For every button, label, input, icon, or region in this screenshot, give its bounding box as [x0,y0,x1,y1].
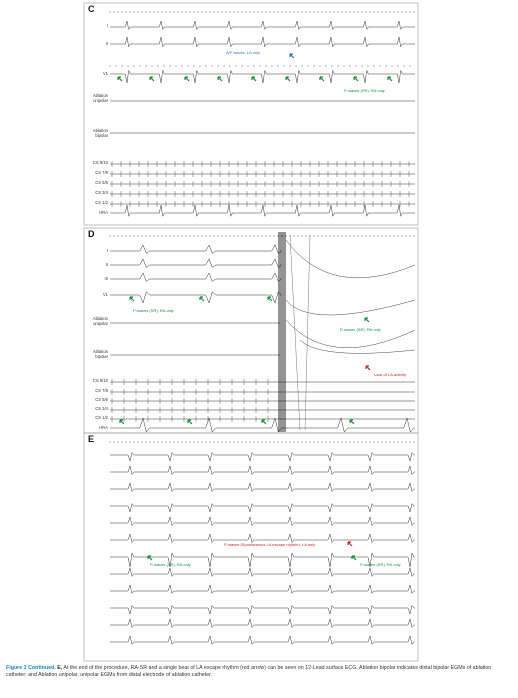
lead-label: Ablation unipolar [92,93,108,103]
arrow-icon [268,297,272,301]
ecg-trace [279,232,285,432]
arrow-icon [366,366,370,370]
arrow-icon [120,420,124,424]
lead-label: CS 7/8 [95,170,108,175]
ecg-trace [110,292,282,303]
lead-label: CS 5/6 [95,397,108,402]
annotation-p-waves-right: P-waves (SR), RA only [360,562,401,567]
ecg-trace [286,300,415,315]
annotation-p-waves-escape: P-waves (Spontaneous LA escape rhythm), LA only [224,542,316,547]
ecg-trace [110,11,414,13]
lead-label: CS 1/2 [95,415,108,420]
arrow-icon [365,318,369,322]
lead-label: II [105,262,108,267]
arrow-icon [348,542,352,546]
lead-label: HRA [99,210,108,215]
arrow-icon [148,556,152,560]
ecg-trace [110,619,415,627]
ecg-trace [110,235,414,237]
arrow-icon [286,77,290,81]
ecg-trace [110,273,282,281]
panel-e-frame [84,433,418,661]
lead-label: I [106,248,108,253]
arrow-icon [200,297,204,301]
ecg-trace [110,21,415,29]
ecg-trace [110,568,415,576]
trace-layer [110,11,415,644]
ecg-trace [110,517,415,525]
arrow-icon [352,556,356,560]
ecg-trace [110,245,282,253]
arrow-icon [188,420,192,424]
lead-label: Ablation unipolar [92,316,108,326]
arrow-icon [218,77,222,81]
lead-label: II [105,41,108,46]
lead-label: CS 9/10 [92,378,108,383]
lead-label: Ablation bipolar [92,128,108,138]
ecg-trace [110,453,415,461]
annotation-p-waves-left: P-waves (SR), RA only [133,308,174,313]
arrow-icon [290,54,294,58]
annotation-af-waves: A/F waves, LA only [226,50,261,55]
lead-label: V1 [102,71,108,76]
caption-letter: E, [57,665,63,671]
ecg-trace [110,466,415,474]
lead-label: I [106,23,108,28]
ecg-trace [110,534,415,542]
panel-d-label: D [88,229,95,239]
figure-caption [6,665,511,679]
arrow-icon [354,77,358,81]
lead-label: CS 7/8 [95,388,108,393]
ecg-trace [110,504,415,512]
ecg-trace [110,441,414,443]
ecg-trace [110,553,415,567]
annotation-lack-la: Lack of LA activity [374,372,407,377]
ecg-trace [110,585,415,593]
lead-label: CS 9/10 [92,160,108,165]
arrow-layer [118,54,392,560]
arrow-icon [350,420,354,424]
caption-text: At the end of the procedure, RA-SR and a single beat of LA escape rhythm (red arrow) can be seen on 12-Lead surface ECG. Ablation bipolar indicates distal bipolar EGMs of ablation catheter; and Ablation unipolar, unipolar EGMs from distal electrode of ablation catheter. [6,665,492,678]
ecg-trace [110,259,282,267]
arrow-icon [118,77,122,81]
panel-e-label: E [88,434,95,444]
ecg-trace [110,205,415,216]
arrow-icon [388,77,392,81]
panel-d-frame [84,228,418,433]
lead-label: CS 3/4 [95,190,108,195]
ecg-trace [110,606,415,614]
ecg-trace [286,320,415,348]
annotation-p-waves-right: P-waves (SR), RA only [340,327,381,332]
ecg-trace [110,483,415,491]
arrow-icon [320,77,324,81]
ecg-trace [110,65,410,67]
arrow-icon [130,297,134,301]
lead-label: CS 3/4 [95,406,108,411]
ecg-trace [110,636,415,644]
lead-label: HRA [99,425,108,430]
arrow-icon [185,77,189,81]
lead-label: III [104,276,108,281]
lead-label: Ablation bipolar [92,349,108,359]
ecg-trace [286,240,415,278]
caption-lead: Figure 1 Continued. [6,665,56,671]
panel-c-frame [84,3,418,225]
ecg-trace [300,340,415,353]
ecg-trace [110,70,415,83]
panel-c-label: C [88,4,95,14]
annotation-p-waves: P-waves (SR), RA only [344,88,385,93]
lead-label: CS 5/6 [95,180,108,185]
ecg-trace [110,37,415,47]
lead-label: V1 [102,292,108,297]
arrow-icon [150,77,154,81]
lead-label: CS 1/2 [95,200,108,205]
arrow-icon [262,420,266,424]
annotation-p-waves-left: P-waves (SR), RA only [150,562,191,567]
arrow-icon [252,77,256,81]
